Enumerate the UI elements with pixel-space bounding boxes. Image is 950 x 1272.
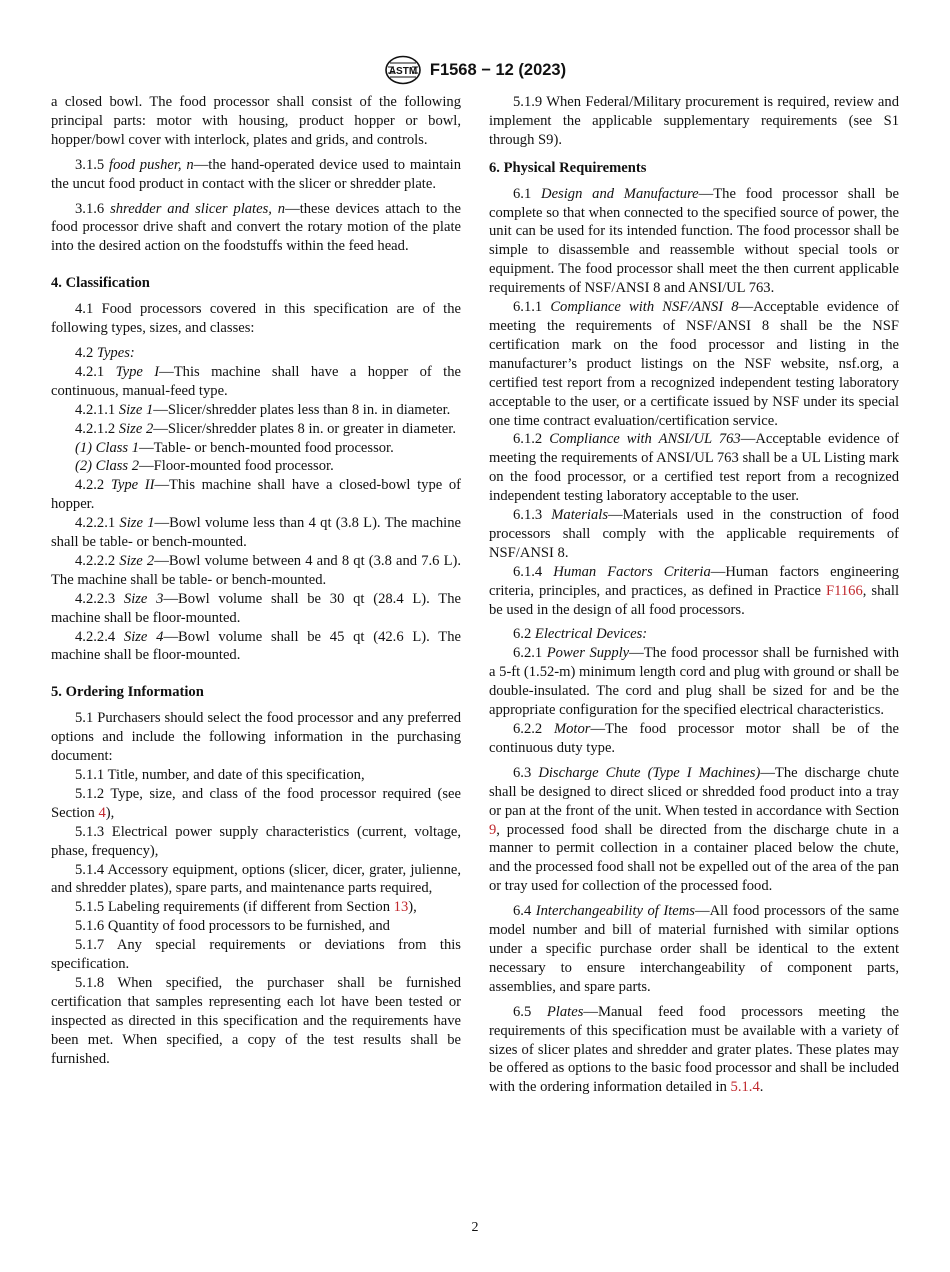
clause-4-2-2-3: 4.2.2.3 Size 3—Bowl volume shall be 30 qt (28.4 L). The machine shall be floor-mounted.: [51, 590, 461, 626]
clause-6-1: 6.1 Design and Manufacture—The food processor shall be complete so that when connected to the specified source of power, the unit can be used for its intended function. The food processor shall be simple to disassemble and reassemble without special tools or equipment. The food processor shall meet the then current applicable requirements of NSF/ANSI 8 and ANSI/UL 763.: [489, 185, 900, 297]
clause-6-1-4: 6.1.4 Human Factors Criteria—Human factors engineering criteria, principles, and practices, as defined in Practice F1166, shall be used in the design of all food processors.: [489, 563, 899, 618]
clause-5-1-4: 5.1.4 Accessory equipment, options (slicer, dicer, grater, julienne, and shredder plates), spare parts, and maintenance parts required,: [51, 861, 461, 897]
astm-logo-icon: [384, 55, 422, 85]
clause-4-2: 4.2 Types:: [75, 344, 135, 361]
section-13-link[interactable]: 13: [393, 899, 409, 916]
clause-5-1-3: 5.1.3 Electrical power supply characteristics (current, voltage, phase, frequency),: [51, 823, 461, 859]
clause-5-1-2: 5.1.2 Type, size, and class of the food processor required (see Section 4),: [51, 785, 461, 821]
clause-5-1-4-link[interactable]: 5.1.4: [730, 1079, 760, 1096]
clause-6-1-1: 6.1.1 Compliance with NSF/ANSI 8—Acceptable evidence of meeting the requirements of NSF/ANSI 8 shall be the NSF certification mark on the food processor and listing in the manufacturer’s product listings on the NSF website, nsf.org, a certified test report from a recognized independent testing laboratory acceptable to the user, or a certificate issued by NSF under its special one time contract evaluation/certification service.: [489, 299, 899, 429]
paragraph-continuation: a closed bowl. The food processor shall consist of the following principal parts: motor with housing, product hopper or bowl, hopper/bowl cover with interlock, plates and grids, and controls.: [51, 94, 461, 148]
clause-5-1-8: 5.1.8 When specified, the purchaser shall be furnished certification that samples representing each lot have been tested or inspected as directed in this specification and the requirements have been met. When specified, a copy of the test results shall be furnished.: [51, 974, 461, 1067]
section-heading-classification: 4. Classification: [51, 275, 150, 292]
section-heading-physical-requirements: 6. Physical Requirements: [489, 159, 647, 176]
clause-4-2-1: 4.2.1 Type I—This machine shall have a hopper of the continuous, manual-feed type.: [51, 363, 461, 399]
clause-6-5: 6.5 Plates—Manual feed food processors meeting the requirements of this specification must be available with a variety of sizes of slicer plates and shredder and grater plates. These plates may be offered as options to the basic food processor and shall be included with the ordering information detailed in 5.1.4.: [489, 1003, 900, 1096]
clause-5-1: 5.1 Purchasers should select the food processor and any preferred options and include the following information in the purchasing document:: [51, 710, 461, 765]
section-4-link[interactable]: 4: [98, 804, 106, 821]
clause-4-2-2: 4.2.2 Type II—This machine shall have a closed-bowl type of hopper.: [51, 477, 461, 513]
clause-3-1-6: 3.1.6 shredder and slicer plates, n—these devices attach to the food processor drive shaft and convert the rotary motion of the plate into the desired action on the foodstuffs within the feed head.: [51, 200, 461, 255]
section-heading-ordering-information: 5. Ordering Information: [51, 684, 204, 701]
clause-4-2-2-2: 4.2.2.2 Size 2—Bowl volume between 4 and 8 qt (3.8 and 7.6 L). The machine shall be table- or bench-mounted.: [51, 552, 461, 588]
clause-4-2-1-1: 4.2.1.1 Size 1—Slicer/shredder plates less than 8 in. in diameter.: [75, 401, 451, 418]
clause-5-1-7: 5.1.7 Any special requirements or deviations from this specification.: [51, 937, 461, 973]
clause-6-2-2: 6.2.2 Motor—The food processor motor shall be of the continuous duty type.: [489, 721, 899, 756]
clause-6-3: 6.3 Discharge Chute (Type I Machines)—The discharge chute shall be designed to direct sliced or shredded food product into a tray or pan at the front of the unit. When tested in accordance with Section 9, processed food shall be directed from the discharge chute in a manner to permit collection in a container placed below the chute, and the processed food shall not be expelled out of the area of the pan or tray used for collection of the processed food.: [489, 764, 900, 895]
clause-5-1-5: 5.1.5 Labeling requirements (if different from Section 13),: [75, 899, 417, 916]
clause-5-1-6: 5.1.6 Quantity of food processors to be furnished, and: [75, 918, 390, 935]
clause-4-2-2-4: 4.2.2.4 Size 4—Bowl volume shall be 45 qt (42.6 L). The machine shall be floor-mounted.: [51, 628, 461, 664]
clause-4-2-2-1: 4.2.2.1 Size 1—Bowl volume less than 4 qt (3.8 L). The machine shall be table- or bench-mounted.: [51, 515, 461, 551]
class-2-item: (2) Class 2—Floor-mounted food processor.: [75, 458, 334, 475]
document-designation: F1568 − 12 (2023): [429, 60, 567, 79]
clause-6-2: 6.2 Electrical Devices:: [513, 626, 648, 643]
clause-6-1-3: 6.1.3 Materials—Materials used in the construction of food processors shall comply with the applicable requirements of NSF/ANSI 8.: [489, 507, 900, 561]
clause-6-2-1: 6.2.1 Power Supply—The food processor shall be furnished with a 5-ft (1.52-m) minimum length cord and plug with ground or shall be double-insulated. The cord and plug shall be sized for and be the appropriate configuration for the specified electrical characteristics.: [489, 645, 899, 719]
clause-4-1: 4.1 Food processors covered in this specification are of the following types, sizes, and classes:: [51, 301, 461, 337]
class-1-item: (1) Class 1—Table- or bench-mounted food processor.: [75, 439, 394, 456]
clause-5-1-9: 5.1.9 When Federal/Military procurement is required, review and implement the applicable supplementary requirements (see S1 through S9).: [489, 94, 899, 148]
clause-4-2-1-2: 4.2.1.2 Size 2—Slicer/shredder plates 8 in. or greater in diameter.: [75, 420, 456, 437]
left-column: [51, 93, 461, 1069]
page-header: [0, 55, 950, 85]
clause-3-1-5: 3.1.5 food pusher, n—the hand-operated device used to maintain the uncut food product in contact with the slicer or shredder plate.: [51, 156, 461, 192]
f1166-link[interactable]: F1166: [826, 582, 863, 599]
page-number: 2: [471, 1220, 479, 1235]
clause-5-1-1: 5.1.1 Title, number, and date of this specification,: [75, 767, 365, 783]
section-9-link[interactable]: 9: [489, 821, 497, 838]
clause-6-1-2: 6.1.2 Compliance with ANSI/UL 763—Acceptable evidence of meeting the requirements of ANSI/UL 763 shall be a UL Listing mark on the food processor, or a certified test report from a recognized independent testing laboratory acceptable to the user.: [489, 431, 899, 505]
clause-6-4: 6.4 Interchangeability of Items—All food processors of the same model number and bill of material furnished with similar options under a specific purchase order shall be identical to the extent necessary to ensure interchangeability of component parts, assemblies, and spare parts.: [489, 903, 899, 995]
right-column: [489, 93, 899, 1097]
svg-text:ASTM: ASTM: [388, 66, 418, 77]
